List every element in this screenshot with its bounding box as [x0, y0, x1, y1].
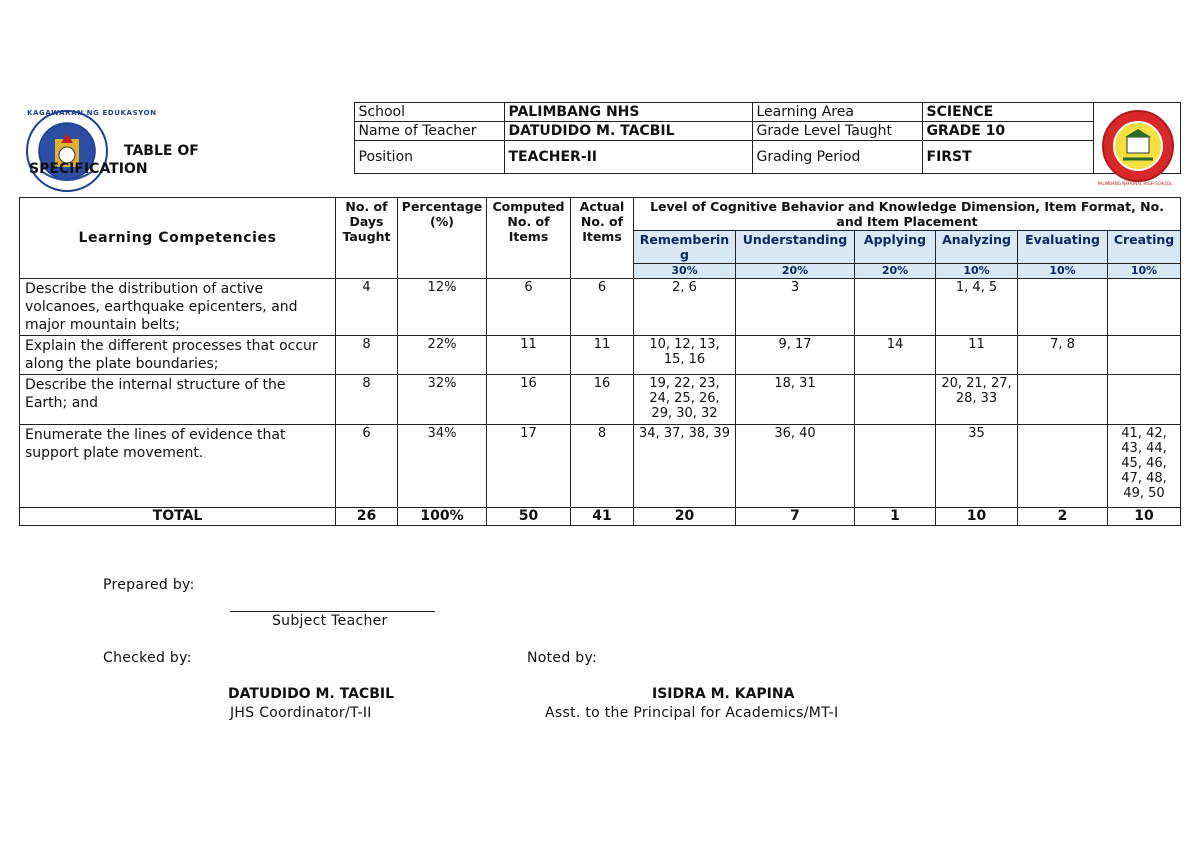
applying-cell: [855, 375, 936, 425]
period-label: Grading Period: [752, 141, 922, 174]
pct-cell: 34%: [398, 425, 487, 508]
creating-cell: [1108, 336, 1181, 375]
doc-title-line2: SPECIFICATION: [29, 160, 148, 177]
total-creating: 10: [1108, 508, 1181, 526]
pct-cell: 32%: [398, 375, 487, 425]
evaluating-header: Evaluating: [1018, 231, 1108, 264]
understanding-cell: 36, 40: [736, 425, 855, 508]
days-cell: 8: [336, 375, 398, 425]
remembering-cell: 10, 12, 13, 15, 16: [634, 336, 736, 375]
actual-cell: 11: [571, 336, 634, 375]
actual-cell: 16: [571, 375, 634, 425]
total-understanding: 7: [736, 508, 855, 526]
competency-cell: Explain the different processes that occur along the plate boundaries;: [20, 336, 336, 375]
creating-cell: [1108, 375, 1181, 425]
evaluating-pct: 10%: [1018, 264, 1108, 279]
school-seal-icon: [1101, 109, 1175, 183]
applying-cell: [855, 279, 936, 336]
school-seal-text: PALIMBANG NATIONAL HIGH SCHOOL: [1097, 181, 1172, 186]
total-days: 26: [336, 508, 398, 526]
seal-arc-text: KAGAWARAN NG EDUKASYON: [27, 108, 157, 117]
school-label: School: [354, 103, 504, 122]
position-label: Position: [354, 141, 504, 174]
noted-by-label: Noted by:: [527, 650, 598, 666]
analyzing-cell: 35: [936, 425, 1018, 508]
total-applying: 1: [855, 508, 936, 526]
understanding-cell: 18, 31: [736, 375, 855, 425]
evaluating-cell: [1018, 279, 1108, 336]
understanding-cell: 3: [736, 279, 855, 336]
computed-header: Computed No. of Items: [487, 198, 571, 279]
creating-header: Creating: [1108, 231, 1181, 264]
actual-cell: 6: [571, 279, 634, 336]
total-actual: 41: [571, 508, 634, 526]
creating-cell: 41, 42, 43, 44, 45, 46, 47, 48, 49, 50: [1108, 425, 1181, 508]
understanding-pct: 20%: [736, 264, 855, 279]
doc-title-line1: TABLE OF: [124, 142, 199, 159]
subject-teacher-label: Subject Teacher: [272, 613, 388, 629]
table-row: [20, 279, 1181, 336]
percentage-header: Percentage (%): [398, 198, 487, 279]
actual-cell: 8: [571, 425, 634, 508]
evaluating-cell: [1018, 425, 1108, 508]
checker-title: JHS Coordinator/T-II: [230, 705, 372, 721]
pct-cell: 12%: [398, 279, 487, 336]
applying-cell: 14: [855, 336, 936, 375]
total-row: [20, 508, 1181, 526]
header-table: [19, 102, 1181, 186]
competency-cell: Enumerate the lines of evidence that support plate movement.: [20, 425, 336, 508]
evaluating-cell: [1018, 375, 1108, 425]
computed-cell: 16: [487, 375, 571, 425]
creating-pct: 10%: [1108, 264, 1181, 279]
analyzing-pct: 10%: [936, 264, 1018, 279]
remembering-cell: 19, 22, 23, 24, 25, 26, 29, 30, 32: [634, 375, 736, 425]
noter-name: ISIDRA M. KAPINA: [652, 686, 795, 702]
remembering-cell: 34, 37, 38, 39: [634, 425, 736, 508]
grade-value: GRADE 10: [922, 122, 1093, 141]
deped-seal-icon: [25, 109, 109, 193]
remembering-header: Remembering: [634, 231, 736, 264]
specification-table: [19, 197, 1181, 526]
understanding-cell: 9, 17: [736, 336, 855, 375]
competency-cell: Describe the internal structure of the Earth; and: [20, 375, 336, 425]
evaluating-cell: 7, 8: [1018, 336, 1108, 375]
prepared-by-label: Prepared by:: [103, 577, 195, 593]
creating-cell: [1108, 279, 1181, 336]
school-value: PALIMBANG NHS: [504, 103, 752, 122]
teacher-label: Name of Teacher: [354, 122, 504, 141]
days-cell: 6: [336, 425, 398, 508]
total-label: TOTAL: [20, 508, 336, 526]
understanding-header: Understanding: [736, 231, 855, 264]
total-pct: 100%: [398, 508, 487, 526]
pct-cell: 22%: [398, 336, 487, 375]
total-analyzing: 10: [936, 508, 1018, 526]
applying-header: Applying: [855, 231, 936, 264]
noter-title: Asst. to the Principal for Academics/MT-I: [545, 705, 839, 721]
days-cell: 4: [336, 279, 398, 336]
signature-line: [230, 611, 435, 612]
period-value: FIRST: [922, 141, 1093, 174]
computed-cell: 6: [487, 279, 571, 336]
table-row: [20, 375, 1181, 425]
applying-pct: 20%: [855, 264, 936, 279]
applying-cell: [855, 425, 936, 508]
total-evaluating: 2: [1018, 508, 1108, 526]
position-value: TEACHER-II: [504, 141, 752, 174]
competencies-header: Learning Competencies: [20, 198, 336, 279]
level-header: Level of Cognitive Behavior and Knowledge Dimension, Item Format, No. and Item Placement: [634, 198, 1181, 231]
analyzing-cell: 1, 4, 5: [936, 279, 1018, 336]
actual-header: Actual No. of Items: [571, 198, 634, 279]
analyzing-cell: 20, 21, 27, 28, 33: [936, 375, 1018, 425]
title-cell: [19, 103, 354, 177]
grade-label: Grade Level Taught: [752, 122, 922, 141]
teacher-value: DATUDIDO M. TACBIL: [504, 122, 752, 141]
competency-cell: Describe the distribution of active volcanoes, earthquake epicenters, and major mountain belts;: [20, 279, 336, 336]
area-label: Learning Area: [752, 103, 922, 122]
area-value: SCIENCE: [922, 103, 1093, 122]
computed-cell: 17: [487, 425, 571, 508]
days-header: No. of Days Taught: [336, 198, 398, 279]
analyzing-header: Analyzing: [936, 231, 1018, 264]
checked-by-label: Checked by:: [103, 650, 192, 666]
table-row: [20, 336, 1181, 375]
total-remembering: 20: [634, 508, 736, 526]
total-computed: 50: [487, 508, 571, 526]
table-row: [20, 425, 1181, 508]
checker-name: DATUDIDO M. TACBIL: [228, 686, 395, 702]
school-seal-cell: [1093, 103, 1180, 186]
days-cell: 8: [336, 336, 398, 375]
remembering-cell: 2, 6: [634, 279, 736, 336]
analyzing-cell: 11: [936, 336, 1018, 375]
computed-cell: 11: [487, 336, 571, 375]
remembering-pct: 30%: [634, 264, 736, 279]
